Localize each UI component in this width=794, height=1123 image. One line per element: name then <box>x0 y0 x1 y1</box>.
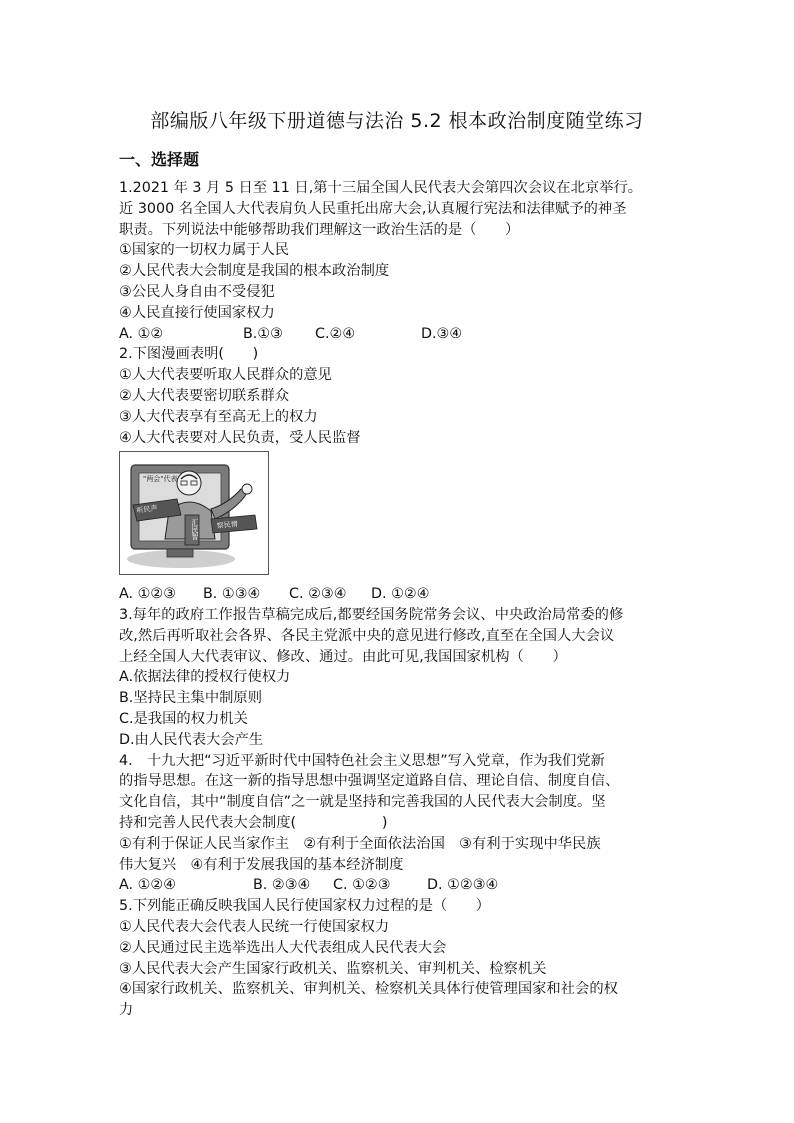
question-stem: 持和完善人民代表大会制度( ) <box>119 814 388 831</box>
question-stem: 3.每年的政府工作报告草稿完成后,都要经国务院常务会议、中央政治局常委的修 <box>119 606 624 623</box>
question-stem: 的指导思想。在这一新的指导思想中强调坚定道路自信、理论自信、制度自信、 <box>119 773 620 790</box>
statement-item: ②人大代表要密切联系群众 <box>119 387 290 404</box>
question-stem: 上经全国人大代表审议、修改、通过。由此可见,我国国家机构（ ） <box>119 648 567 665</box>
statement-item: 力 <box>119 1002 134 1019</box>
question-stem: 近 3000 名全国人大代表肩负人民重托出席大会,认真履行宪法和法律赋予的神圣 <box>119 200 627 217</box>
label-delegates: "两会"代表 <box>143 475 178 484</box>
statement-item: ④国家行政机关、监察机关、审判机关、检察机关具体行使管理国家和社会的权 <box>119 981 618 998</box>
question-2 <box>119 344 689 605</box>
answer-options <box>119 875 689 896</box>
option-d: D. ①②④ <box>371 586 430 603</box>
questions-body <box>119 178 689 1021</box>
question-1 <box>119 178 689 344</box>
option-b: B. ①③④ <box>203 586 261 603</box>
statement-item: ③人大代表享有至高无上的权力 <box>119 408 318 425</box>
question-stem: 1.2021 年 3 月 5 日至 11 日,第十三届全国人民代表大会第四次会议在北京举行。 <box>119 180 643 196</box>
statement-item: ③人民代表大会产生国家行政机关、监察机关、审判机关、检察机关 <box>119 960 547 977</box>
statement-item: ①有利于保证人民当家作主 ②有利于全面依法治国 ③有利于实现中华民族 <box>119 835 601 852</box>
answer-options <box>119 584 689 605</box>
label-listen: 听民声 <box>136 504 159 516</box>
question-stem: 2.下图漫画表明( ) <box>119 346 259 363</box>
label-gather: 汇民智 <box>191 519 199 541</box>
question-4 <box>119 751 689 897</box>
statement-item: ④人民直接行使国家权力 <box>119 304 275 321</box>
question-stem: 改,然后再听取社会各界、各民主党派中央的意见进行修改,直至在全国人大会议 <box>119 627 615 644</box>
question-stem: 5.下列能正确反映我国人民行使国家权力过程的是（ ） <box>119 898 491 915</box>
answer-option: B.坚持民主集中制原则 <box>119 690 263 707</box>
answer-option: D.由人民代表大会产生 <box>119 731 264 748</box>
option-a: A. ①② <box>119 325 164 342</box>
cartoon-image <box>119 451 269 575</box>
option-b: B. ②③④ <box>253 877 311 894</box>
statement-item: ④人大代表要对人民负责，受人民监督 <box>119 429 361 446</box>
option-d: D. ①②③④ <box>427 877 499 894</box>
question-stem: 职责。下列说法中能够帮助我们理解这一政治生活的是（ ） <box>119 221 520 238</box>
question-5 <box>119 896 689 1021</box>
statement-item: ①人民代表大会代表人民统一行使国家权力 <box>119 918 390 935</box>
question-stem: 文化自信，其中“制度自信”之一就是坚持和完善我国的人民代表大会制度。坚 <box>119 794 606 811</box>
answer-option: C.是我国的权力机关 <box>119 710 248 727</box>
option-a: A. ①②③ <box>119 586 177 603</box>
option-d: D.③④ <box>421 325 463 342</box>
statement-item: ②人民代表大会制度是我国的根本政治制度 <box>119 263 390 280</box>
option-c: C.②④ <box>315 325 356 342</box>
statement-item: ③公民人身自由不受侵犯 <box>119 283 275 300</box>
option-c: C. ②③④ <box>289 586 347 603</box>
document-title: 部编版八年级下册道德与法治 5.2 根本政治制度随堂练习 <box>150 110 644 132</box>
option-a: A. ①②④ <box>119 877 177 894</box>
answer-option: A.依据法律的授权行使权力 <box>119 669 291 686</box>
option-b: B.①③ <box>243 325 283 342</box>
section-heading: 一、选择题 <box>119 150 200 169</box>
statement-item: ②人民通过民主选举选出人大代表组成人民代表大会 <box>119 939 447 956</box>
statement-item: ①人大代表要听取人民群众的意见 <box>119 367 332 384</box>
statement-item: 伟大复兴 ④有利于发展我国的基本经济制度 <box>119 856 404 873</box>
question-stem: 4. 十九大把“习近平新时代中国特色社会主义思想”写入党章，作为我们党新 <box>119 752 605 769</box>
label-observe: 察民情 <box>216 520 239 531</box>
statement-item: ①国家的一切权力属于人民 <box>119 242 290 259</box>
question-3 <box>119 605 689 751</box>
option-c: C. ①②③ <box>333 877 391 894</box>
answer-options <box>119 324 689 345</box>
